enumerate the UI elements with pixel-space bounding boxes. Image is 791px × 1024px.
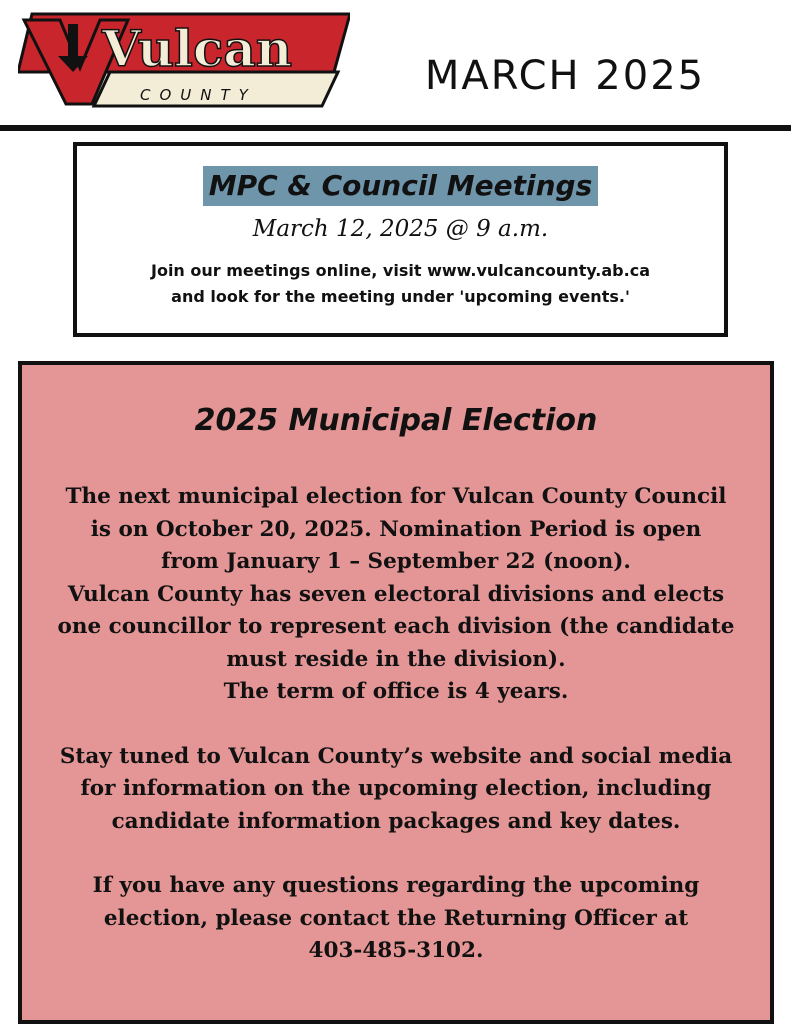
returning-officer-phone: 403-485-3102. [308, 938, 484, 963]
text-line: The next municipal election for Vulcan County Council [65, 484, 727, 509]
meetings-note-line: and look for the meeting under 'upcoming events.' [171, 287, 630, 306]
election-title: 2025 Municipal Election [194, 403, 598, 438]
meetings-note [77, 258, 724, 310]
logo-wordmark: Vulcan [102, 19, 293, 78]
text-line: from January 1 – September 22 (noon). [161, 549, 631, 574]
text-line: for information on the upcoming election, including [80, 776, 712, 801]
election-paragraph-nominations [28, 481, 764, 709]
meetings-title: MPC & Council Meetings [203, 166, 599, 206]
meetings-box [73, 142, 728, 337]
issue-date: MARCH 2025 [424, 53, 706, 99]
text-line: The term of office is 4 years. [223, 679, 569, 704]
header-divider [0, 125, 791, 131]
election-box [18, 361, 774, 1024]
logo-county-label: COUNTY [140, 86, 257, 104]
text-line: Vulcan County has seven electoral divisions and elects [67, 581, 725, 607]
text-line: If you have any questions regarding the upcoming [92, 873, 700, 898]
election-paragraph-contact [28, 870, 764, 968]
vulcan-county-logo [18, 10, 350, 110]
text-line: candidate information packages and key dates. [111, 808, 681, 834]
text-line: Stay tuned to Vulcan County’s website and social media [59, 743, 733, 769]
text-line: one councillor to represent each division (the candidate [57, 614, 735, 639]
election-body [22, 481, 770, 968]
meetings-datetime: March 12, 2025 @ 9 a.m. [252, 216, 549, 242]
text-line: election, please contact the Returning Officer at [103, 905, 689, 931]
text-line: must reside in the division). [226, 646, 566, 672]
election-paragraph-stay-tuned [28, 741, 764, 839]
text-line: is on October 20, 2025. Nomination Period is open [90, 516, 702, 542]
meetings-note-line: Join our meetings online, visit www.vulcancounty.ab.ca [151, 261, 650, 280]
